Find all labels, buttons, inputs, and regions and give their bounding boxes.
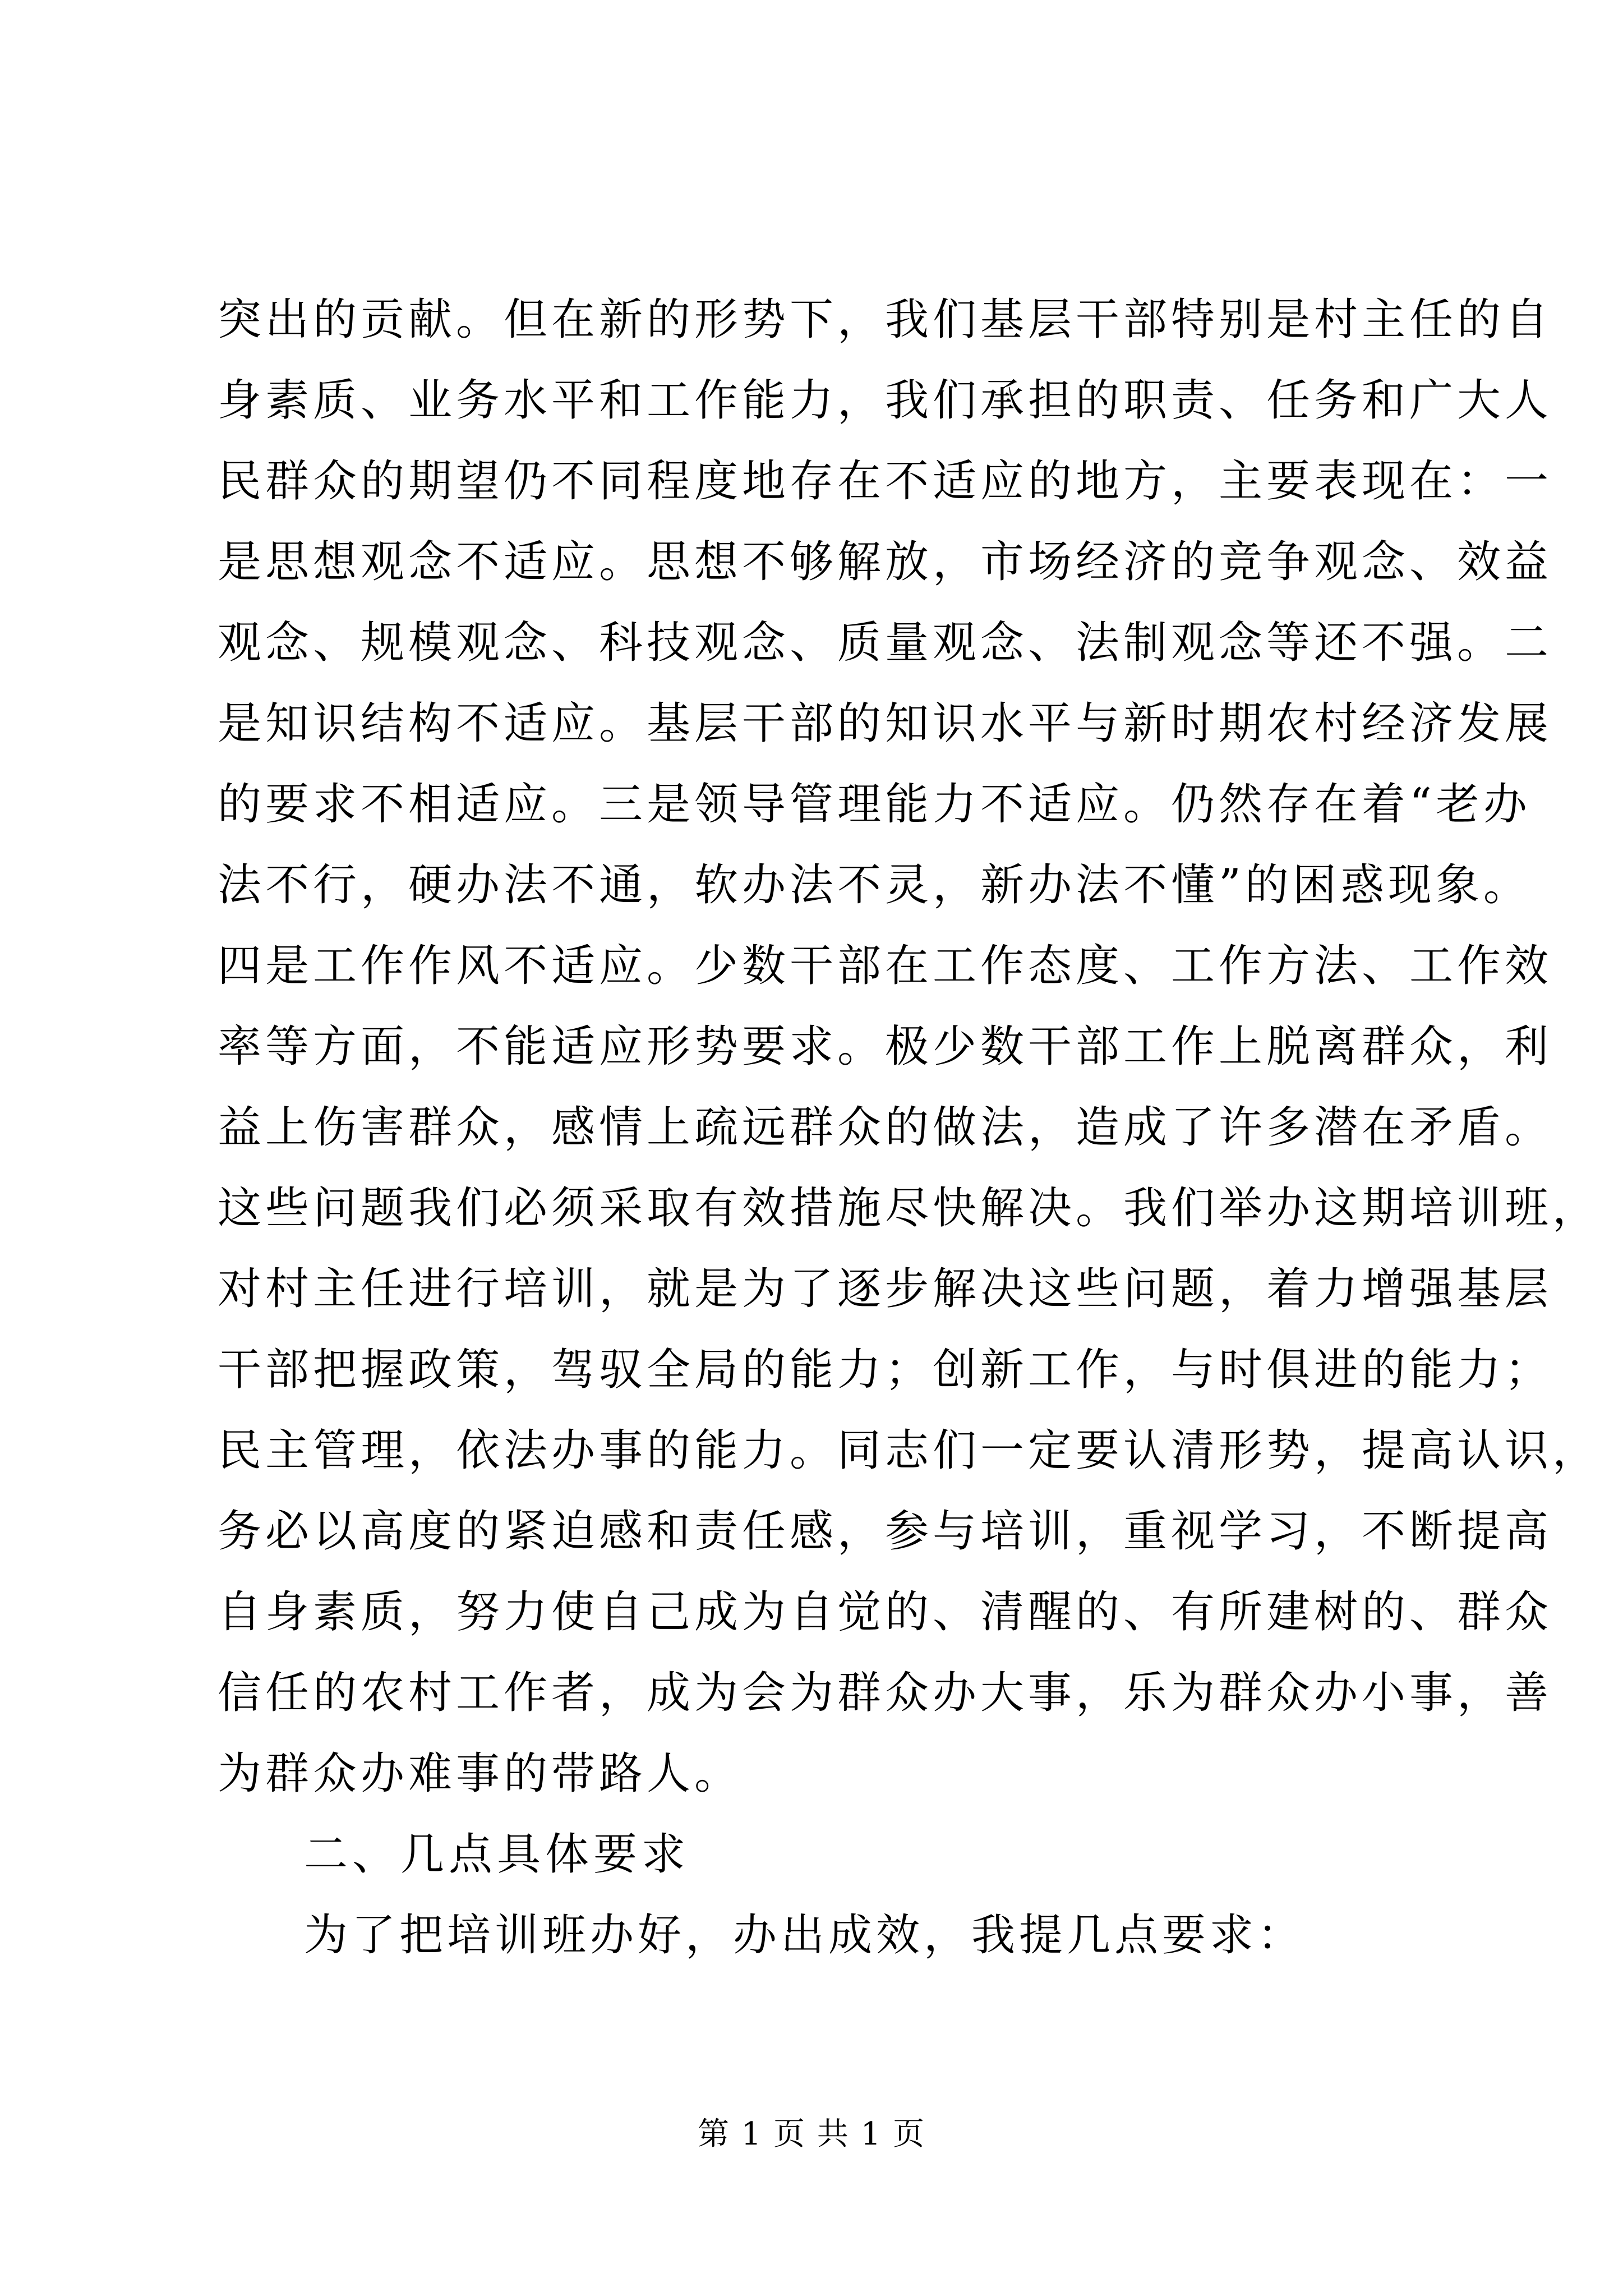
body-line-4: 是思想观念不适应。思想不够解放，市场经济的竞争观念、效益 — [218, 537, 1553, 587]
body-line-10: 率等方面，不能适应形势要求。极少数干部工作上脱离群众，利 — [218, 1022, 1553, 1072]
intro-sentence: 为了把培训班办好，办出成效，我提几点要求： — [304, 1910, 1306, 1961]
section-heading: 二、几点具体要求 — [304, 1829, 690, 1880]
body-line-6: 是知识结构不适应。基层干部的知识水平与新时期农村经济发展 — [218, 698, 1553, 749]
body-line-7: 的要求不相适应。三是领导管理能力不适应。仍然存在着“老办 — [218, 779, 1531, 830]
body-line-18: 信任的农村工作者，成为会为群众办大事，乐为群众办小事，善 — [218, 1668, 1553, 1718]
body-line-9: 四是工作作风不适应。少数干部在工作态度、工作方法、工作效 — [218, 941, 1553, 991]
body-line-2: 身素质、业务水平和工作能力，我们承担的职责、任务和广大人 — [218, 375, 1553, 426]
body-line-15: 民主管理，依法办事的能力。同志们一定要认清形势，提高认识， — [218, 1425, 1601, 1476]
body-line-13: 对村主任进行培训，就是为了逐步解决这些问题，着力增强基层 — [218, 1264, 1553, 1314]
page-footer: 第 1 页 共 1 页 — [697, 2116, 926, 2152]
body-line-11: 益上伤害群众，感情上疏远群众的做法，造成了许多潜在矛盾。 — [218, 1102, 1553, 1153]
body-line-19: 为群众办难事的带路人。 — [218, 1749, 743, 1799]
body-line-16: 务必以高度的紧迫感和责任感，参与培训，重视学习，不断提高 — [218, 1506, 1553, 1557]
body-line-1: 突出的贡献。但在新的形势下，我们基层干部特别是村主任的自 — [218, 295, 1553, 345]
body-line-14: 干部把握政策，驾驭全局的能力；创新工作，与时俱进的能力； — [218, 1345, 1553, 1395]
body-line-3: 民群众的期望仍不同程度地存在不适应的地方，主要表现在：一 — [218, 456, 1553, 507]
body-line-12: 这些问题我们必须采取有效措施尽快解决。我们举办这期培训班， — [218, 1183, 1601, 1234]
body-line-5: 观念、规模观念、科技观念、质量观念、法制观念等还不强。二 — [218, 618, 1553, 668]
body-line-8: 法不行，硬办法不通，软办法不灵，新办法不懂”的困惑现象。 — [218, 860, 1531, 910]
body-line-17: 自身素质，努力使自己成为自觉的、清醒的、有所建树的、群众 — [218, 1587, 1553, 1637]
